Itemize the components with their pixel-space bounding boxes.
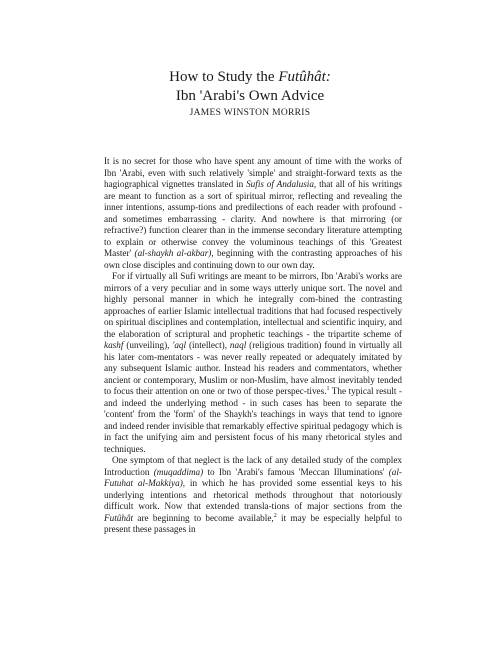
paragraph-2: For if virtually all Sufi writings are meant to be mirrors, Ibn 'Arabi's works are mirrors of a very peculiar and in some ways utterly unique sort. The novel and highly personal manner in which he integrally com-bined the contrasting approaches of earlier Islamic intellectual traditions that had focused respectively on spiritual disciplines and contemplation, intellectual and scientific inquiry, and the elaboration of scriptural and prophetic teachings - the tripartite scheme of kashf (unveiling), 'aql (intellect), naql (religious tradition) found in virtually all his later com-mentators - was never really repeated or adequately imitated by any subsequent Islamic author. Instead his readers and commentators, whether ancient or contemporary, Muslim or non-Muslim, have almost inevitably tended to focus their attention on one or two of those perspec-tives.$^1$ The typical result - and indeed the underlying method - in such cases has been to separate the 'content' from the 'form' of the Shaykh's teachings in ways that tend to ignore and indeed render invisible that remarkably effective spiritual pedagogy which is in fact the unifying aim and persistent focus of his many rhetorical styles and techniques.	[104, 271, 402, 454]
paragraph-3: One symptom of that neglect is the lack of any detailed study of the complex Introduction (muqaddima) to Ibn 'Arabi's famous 'Meccan Illuminations' (al-Futuhat al-Makkiya), in which he has provided some essential keys to his underlying intentions and rhetorical methods throughout that notoriously difficult work. Now that extended transla-tions of major sections from the Futûhât are beginning to become available,$^2$ it may be especially helpful to present these passages in	[104, 455, 402, 534]
author-name: JAMES WINSTON MORRIS	[189, 108, 311, 118]
title-line-2: Ibn 'Arabi's Own Advice	[175, 88, 325, 104]
title-italic: Futûhât:	[278, 69, 331, 85]
article-body	[104, 156, 402, 536]
paragraph-1: It is no secret for those who have spent any amount of time with the works of Ibn 'Arabi, even with such relatively 'simple' and straight-forward texts as the hagiographical vignettes translated in Sufis of Andalusia, that all of his writings are meant to function as a sort of spiritual mirror, reflecting and revealing the inner intentions, assump-tions and predilections of each reader with profound - and sometimes embarrassing - clarity. And nowhere is that mirroring (or refractive?) function clearer than in the immense secondary literature attempting to explain or otherwise convey the voluminous teachings of this 'Greatest Master' (al-shaykh al-akbar), beginning with the contrasting approaches of his own close disciples and continuing down to our own day.	[104, 156, 402, 270]
footnote-marker-1[interactable]: 1	[326, 385, 330, 392]
article-title	[0, 68, 500, 106]
title-line-1: How to Study the Futûhât:	[169, 69, 331, 85]
footnote-marker-2[interactable]: 2	[273, 512, 277, 519]
